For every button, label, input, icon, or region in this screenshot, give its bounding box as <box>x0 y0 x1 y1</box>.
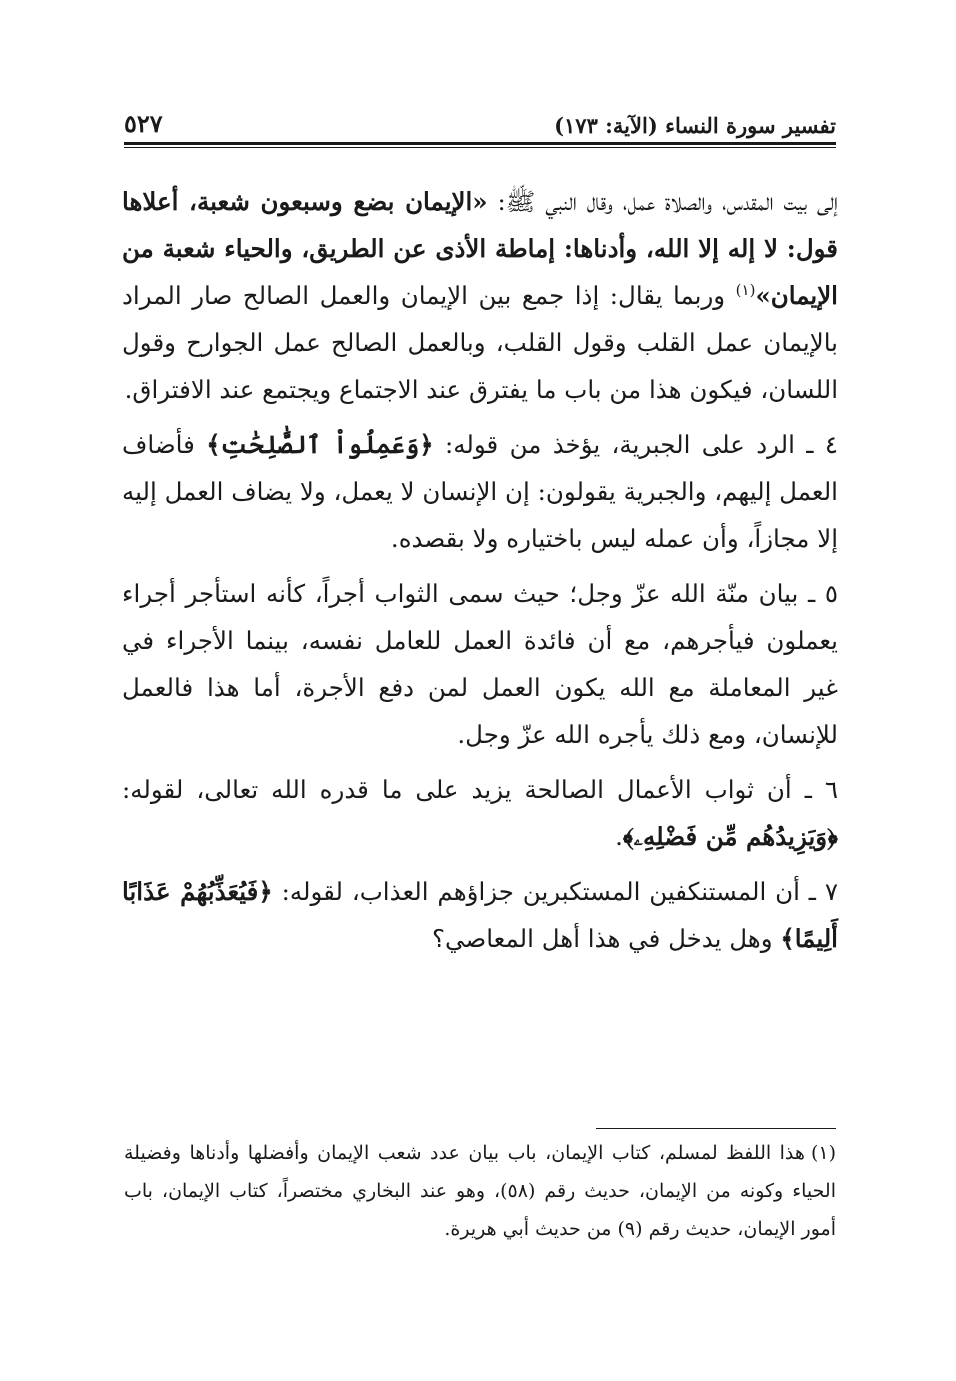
paragraph-1-text-a: إلى بيت المقدس، والصلاة عمل، وقال النبي ﷺ: <box>487 187 838 216</box>
paragraph-1 <box>122 178 838 413</box>
paragraph-4-text-a: ٦ ـ أن ثواب الأعمال الصالحة يزيد على ما قدره الله تعالى، لقوله: <box>122 775 838 804</box>
hadith-quote: «الإيمان بضع وسبعون شعبة، أعلاها قول: لا إله إلا الله، وأدناها: إماطة الأذى عن الطريق، والحياء شعبة من الإيمان» <box>122 187 838 310</box>
footnote-separator <box>596 1128 836 1129</box>
paragraph-5-text-b: وهل يدخل في هذا أهل المعاصي؟ <box>431 924 781 953</box>
footnote-number: (١) <box>810 1142 836 1164</box>
page-number: ٥٢٧ <box>124 109 163 138</box>
footnote <box>124 1134 836 1248</box>
footnote-text: هذا اللفظ لمسلم، كتاب الإيمان، باب بيان عدد شعب الإيمان وأفضلها وأدناها وفضيلة الحياء وكونه من الإيمان، حديث رقم (٥٨)، وهو عند البخاري مختصراً، كتاب الإيمان، باب أمور الإيمان، حديث رقم (٩) من حديث أبي هريرة. <box>124 1142 836 1240</box>
paragraph-2 <box>122 421 838 562</box>
quran-verse-3: ﴿فَيُعَذِّبُهُمْ عَذَابًا أَلِيمًا﴾ <box>122 877 838 953</box>
paragraph-3: ٥ ـ بيان منّة الله عزّ وجل؛ حيث سمى الثواب أجراً، كأنه استأجر أجراء يعملون فيأجرهم، مع أن فائدة العمل للعامل نفسه، بينما الأجراء في غير المعاملة مع الله يكون العمل لمن دفع الأجرة، أما هذا فالعمل للإنسان، ومع ذلك يأجره الله عزّ وجل. <box>122 579 838 749</box>
quran-verse-1: ﴿وَعَمِلُواْ ٱلصَّٰلِحَٰتِ﴾ <box>206 430 434 459</box>
paragraph-2-text-a: ٤ ـ الرد على الجبرية، يؤخذ من قوله: <box>433 430 838 459</box>
paragraph-5 <box>122 868 838 962</box>
header-rule-thick <box>124 142 836 145</box>
main-text <box>122 178 838 970</box>
paragraph-2-text-b: فأضاف العمل إليهم، والجبرية يقولون: إن الإنسان لا يعمل، ولا يضاف العمل إليه إلا مجازاً، وأن عمله ليس باختياره ولا بقصده. <box>122 430 838 553</box>
paragraph-1-text-b: وربما يقال: إذا جمع بين الإيمان والعمل الصالح صار المراد بالإيمان عمل القلب وقول القلب، وبالعمل الصالح عمل الجوارح وقول اللسان، فيكون هذا من باب ما يفترق عند الاجتماع ويجتمع عند الافتراق. <box>122 281 838 404</box>
quran-verse-2: ﴿وَيَزِيدُهُم مِّن فَضْلِهِۦ﴾ <box>622 822 838 851</box>
page-header <box>124 98 836 138</box>
running-title: تفسير سورة النساء (الآية: ١٧٣) <box>554 113 836 138</box>
paragraph-4 <box>122 766 838 860</box>
paragraph-4-text-b: . <box>615 822 623 851</box>
paragraph-5-text-a: ٧ ـ أن المستنكفين المستكبرين جزاؤهم العذاب، لقوله: <box>272 877 839 906</box>
header-rule-thin <box>124 147 836 148</box>
footnote-marker: (١) <box>735 280 756 299</box>
